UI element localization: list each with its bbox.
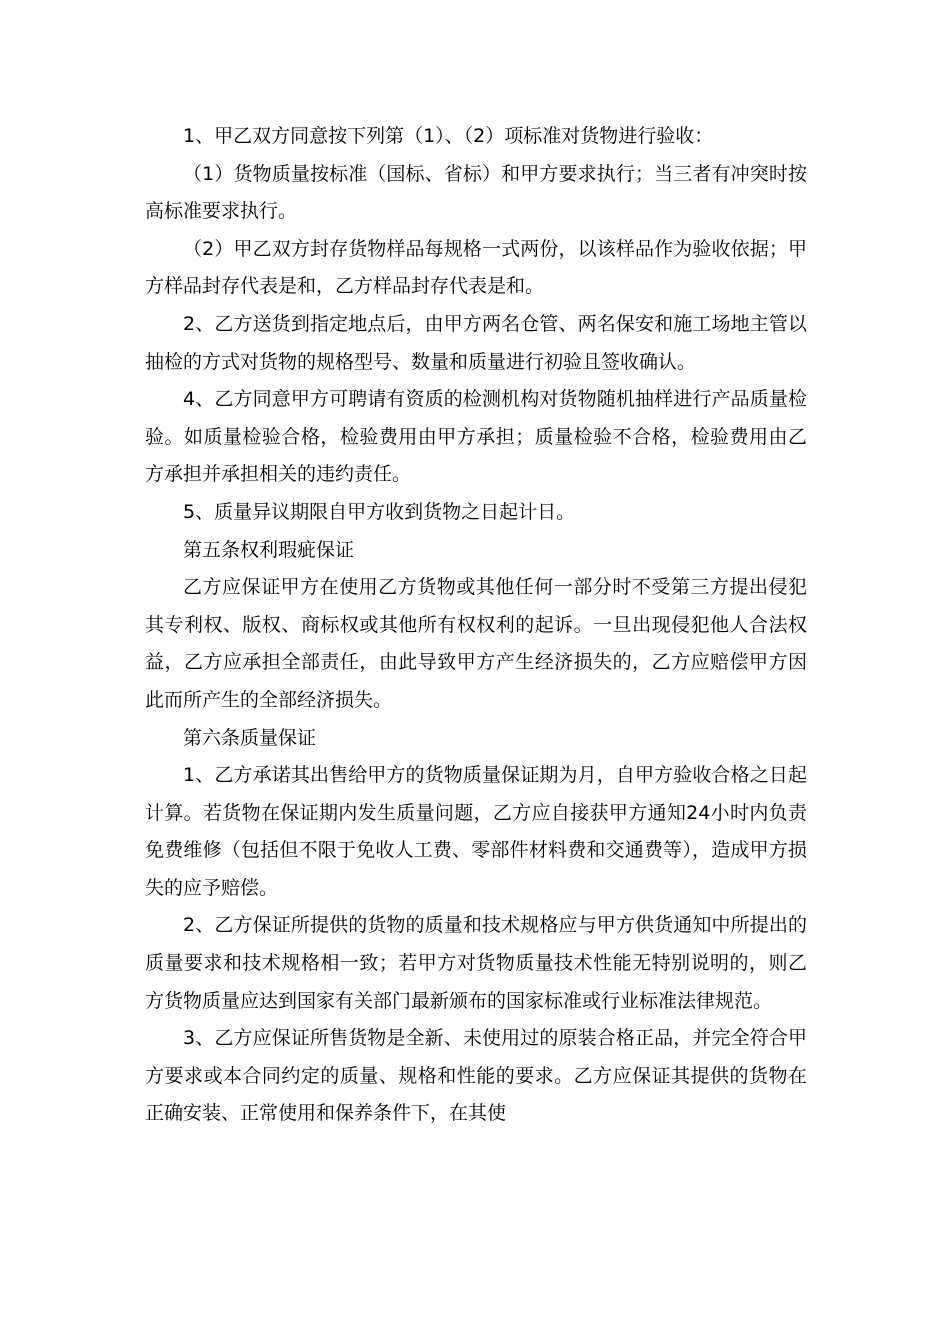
document-body <box>145 118 807 1133</box>
clause-paragraph: 1、甲乙双方同意按下列第（1）、（2）项标准对货物进行验收： <box>183 125 714 147</box>
clause-paragraph: 5、质量异议期限自甲方收到货物之日起计日。 <box>183 500 576 523</box>
clause-paragraph: 乙方应保证甲方在使用乙方货物或其他任何一部分时不受第三方提出侵犯其专利权、版权、商标权或其他所有权权利的起诉。一旦出现侵犯他人合法权益，乙方应承担全部责任，由此导致甲方产生经济损失的，乙方应赔偿甲方因此而所产生的全部经济损失。 <box>145 576 807 711</box>
clause-paragraph: 1、乙方承诺其出售给甲方的货物质量保证期为月，自甲方验收合格之日起计算。若货物在保证期内发生质量问题，乙方应自接获甲方通知24小时内负责免费维修（包括但不限于免收人工费、零部件材料费和交通费等），造成甲方损失的应予赔偿。 <box>145 764 807 899</box>
section-heading: 第六条质量保证 <box>183 726 317 749</box>
clause-paragraph: 2、乙方送货到指定地点后，由甲方两名仓管、两名保安和施工场地主管以抽检的方式对货物的规格型号、数量和质量进行初验且签收确认。 <box>145 312 807 373</box>
clause-paragraph: 3、乙方应保证所售货物是全新、未使用过的原装合格正品，并完全符合甲方要求或本合同约定的质量、规格和性能的要求。乙方应保证其提供的货物在正确安装、正常使用和保养条件下，在其使 <box>145 1027 807 1125</box>
clause-paragraph: （1）货物质量按标准（国标、省标）和甲方要求执行；当三者有冲突时按高标准要求执行。 <box>145 162 807 223</box>
section-heading: 第五条权利瑕疵保证 <box>183 538 355 561</box>
clause-paragraph: （2）甲乙双方封存货物样品每规格一式两份，以该样品作为验收依据；甲方样品封存代表是和，乙方样品封存代表是和。 <box>145 237 807 298</box>
clause-paragraph: 2、乙方保证所提供的货物的质量和技术规格应与甲方供货通知中所提出的质量要求和技术规格相一致；若甲方对货物质量技术性能无特别说明的，则乙方货物质量应达到国家有关部门最新颁布的国家标准或行业标准法律规范。 <box>145 914 807 1012</box>
clause-paragraph: 4、乙方同意甲方可聘请有资质的检测机构对货物随机抽样进行产品质量检验。如质量检验合格，检验费用由甲方承担；质量检验不合格，检验费用由乙方承担并承担相关的违约责任。 <box>145 388 807 486</box>
